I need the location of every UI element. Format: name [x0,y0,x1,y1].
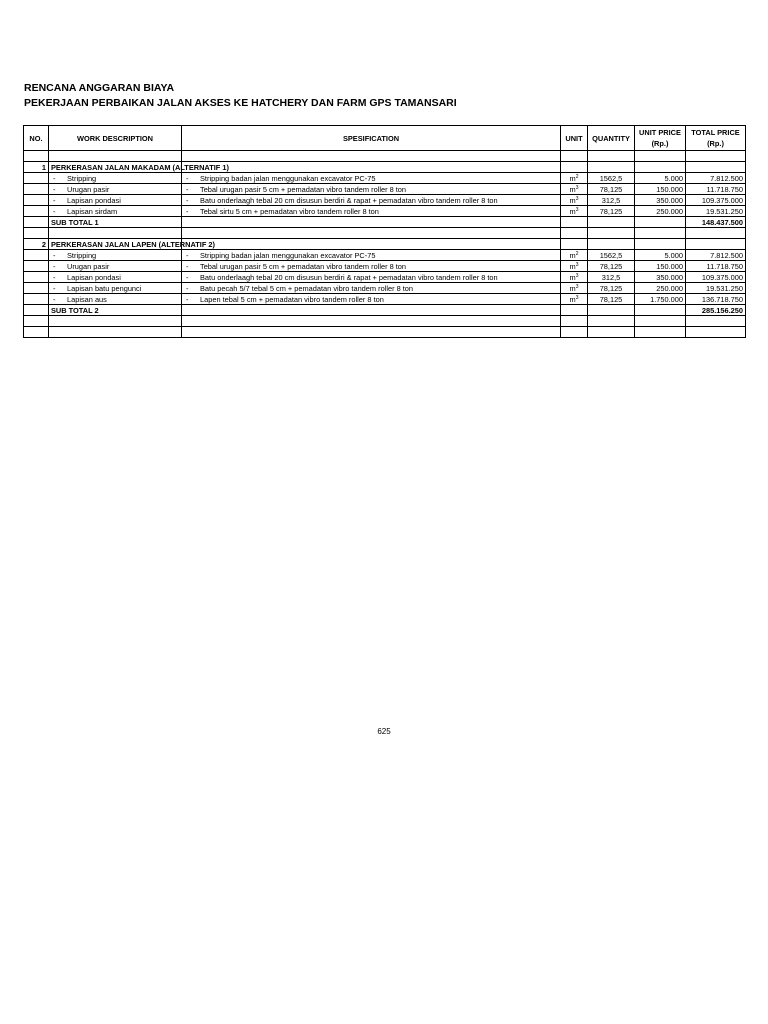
unit-price-cell: 350.000 [635,195,686,206]
total-price-cell: 11.718.750 [686,184,746,195]
empty-cell [635,316,686,327]
unit-price-cell: 350.000 [635,272,686,283]
table-row [24,272,746,283]
empty-cell [182,305,561,316]
bullet-dash: - [186,272,189,282]
subtotal-row [24,305,746,316]
unit-base: m [569,206,576,216]
work-description-cell [49,261,182,272]
specification-text: Lapen tebal 5 cm + pemadatan vibro tandem roller 8 ton [200,294,384,304]
empty-cell [588,327,635,338]
specification-text: Tebal sirtu 5 cm + pemadatan vibro tandem roller 8 ton [200,206,379,216]
empty-cell [182,327,561,338]
empty-cell [686,316,746,327]
header-unit-price [635,126,686,151]
unit-price-cell: 150.000 [635,184,686,195]
document-header [24,81,457,111]
specification-text: Batu pecah 5/7 tebal 5 cm + pemadatan vibro tandem roller 8 ton [200,283,414,293]
table-row [24,184,746,195]
specification-text: Stripping badan jalan menggunakan excavator PC-75 [200,250,376,260]
header-total-price-label: TOTAL PRICE [691,128,740,137]
page-number: 625 [377,727,391,736]
document-title: RENCANA ANGGARAN BIAYA [24,82,175,94]
section-title: PERKERASAN JALAN MAKADAM (ALTERNATIF 1) [49,162,182,173]
empty-cell [561,151,588,162]
table-row [24,250,746,261]
document-subtitle: PEKERJAAN PERBAIKAN JALAN AKSES KE HATCHERY DAN FARM GPS TAMANSARI [24,97,457,109]
bullet-dash: - [186,184,189,194]
empty-cell [24,294,49,305]
specification-text: Stripping badan jalan menggunakan excavator PC-75 [200,173,376,183]
bullet-dash: - [53,272,56,282]
header-unit: UNIT [561,126,588,151]
specification-cell [182,184,561,195]
total-price-cell: 109.375.000 [686,272,746,283]
bullet-dash: - [186,173,189,183]
unit-price-cell: 5.000 [635,250,686,261]
empty-row [24,327,746,338]
empty-cell [561,239,588,250]
empty-cell [24,283,49,294]
empty-cell [24,327,49,338]
empty-cell [561,162,588,173]
empty-cell [24,305,49,316]
unit-price-cell: 5.000 [635,173,686,184]
bullet-dash: - [53,250,56,260]
empty-cell [588,217,635,228]
empty-cell [24,272,49,283]
unit-cell [561,261,588,272]
table-row [24,294,746,305]
work-description: Urugan pasir [67,261,110,271]
table-row [24,195,746,206]
specification-text: Batu onderlaagh tebal 20 cm disusun berdiri & rapat + pemadatan vibro tandem roller 8 ton [200,195,498,205]
section-number: 2 [24,239,49,250]
empty-cell [49,228,182,239]
subtotal-label: SUB TOTAL 1 [49,217,182,228]
unit-base: m [569,261,576,271]
empty-cell [182,316,561,327]
unit-exponent: 3 [575,294,579,301]
empty-cell [561,316,588,327]
empty-cell [561,327,588,338]
table-row [24,261,746,272]
empty-cell [588,305,635,316]
quantity-cell: 78,125 [588,261,635,272]
empty-cell [635,151,686,162]
specification-cell [182,272,561,283]
unit-base: m [569,173,576,183]
header-specification: SPESIFICATION [182,126,561,151]
total-price-cell: 136.718.750 [686,294,746,305]
unit-cell [561,184,588,195]
work-description-cell [49,250,182,261]
empty-cell [686,327,746,338]
header-unit-price-currency: (Rp.) [651,139,669,148]
unit-cell [561,250,588,261]
unit-price-cell: 250.000 [635,206,686,217]
quantity-cell: 312,5 [588,272,635,283]
table-row [24,173,746,184]
work-description: Stripping [67,173,97,183]
empty-cell [635,305,686,316]
specification-cell [182,261,561,272]
unit-price-cell: 1.750.000 [635,294,686,305]
total-price-cell: 7.812.500 [686,250,746,261]
empty-cell [182,151,561,162]
bullet-dash: - [53,294,56,304]
empty-cell [686,151,746,162]
empty-cell [588,151,635,162]
work-description: Lapisan pondasi [67,195,121,205]
table-row [24,206,746,217]
work-description-cell [49,294,182,305]
bullet-dash: - [186,206,189,216]
empty-cell [24,206,49,217]
total-price-cell: 109.375.000 [686,195,746,206]
empty-cell [635,239,686,250]
total-price-cell: 7.812.500 [686,173,746,184]
subtotal-value: 148.437.500 [686,217,746,228]
unit-base: m [569,184,576,194]
bullet-dash: - [53,195,56,205]
work-description-cell [49,184,182,195]
empty-cell [24,217,49,228]
total-price-cell: 19.531.250 [686,206,746,217]
empty-cell [182,239,561,250]
work-description: Lapisan aus [67,294,107,304]
bullet-dash: - [186,195,189,205]
unit-exponent: 2 [575,173,579,180]
quantity-cell: 1562,5 [588,250,635,261]
work-description-cell [49,283,182,294]
total-price-cell: 11.718.750 [686,261,746,272]
unit-base: m [569,294,576,304]
quantity-cell: 312,5 [588,195,635,206]
unit-base: m [569,283,576,293]
empty-cell [24,316,49,327]
work-description-cell [49,272,182,283]
bullet-dash: - [186,250,189,260]
empty-row [24,151,746,162]
bullet-dash: - [186,283,189,293]
section-title: PERKERASAN JALAN LAPEN (ALTERNATIF 2) [49,239,182,250]
section-number: 1 [24,162,49,173]
specification-cell [182,206,561,217]
bullet-dash: - [53,283,56,293]
unit-cell [561,195,588,206]
unit-exponent: 2 [575,250,579,257]
unit-cell [561,294,588,305]
work-description-cell [49,206,182,217]
unit-exponent: 3 [575,206,579,213]
empty-cell [635,228,686,239]
quantity-cell: 1562,5 [588,173,635,184]
empty-row [24,228,746,239]
empty-cell [49,327,182,338]
section-heading-row [24,162,746,173]
empty-cell [49,316,182,327]
work-description: Urugan pasir [67,184,110,194]
empty-row [24,316,746,327]
empty-cell [24,228,49,239]
bullet-dash: - [53,206,56,216]
total-price-cell: 19.531.250 [686,283,746,294]
bullet-dash: - [53,173,56,183]
header-unit-price-label: UNIT PRICE [639,128,681,137]
subtotal-row [24,217,746,228]
empty-cell [561,228,588,239]
unit-base: m [569,250,576,260]
table-row [24,283,746,294]
unit-exponent: 3 [575,283,579,290]
header-total-price-currency: (Rp.) [707,139,724,148]
bullet-dash: - [53,184,56,194]
quantity-cell: 78,125 [588,206,635,217]
specification-cell [182,195,561,206]
specification-cell [182,250,561,261]
unit-base: m [569,195,576,205]
unit-exponent: 3 [575,272,579,279]
table-body [24,151,746,338]
empty-cell [182,217,561,228]
empty-cell [686,228,746,239]
empty-cell [24,195,49,206]
empty-cell [24,261,49,272]
empty-cell [561,305,588,316]
work-description-cell [49,173,182,184]
work-description: Lapisan sirdam [67,206,118,216]
header-total-price [686,126,746,151]
subtotal-value: 285.156.250 [686,305,746,316]
specification-cell [182,173,561,184]
unit-cell [561,272,588,283]
empty-cell [588,162,635,173]
empty-cell [588,239,635,250]
header-no: NO. [24,126,49,151]
unit-base: m [569,272,576,282]
budget-table [23,125,746,338]
quantity-cell: 78,125 [588,184,635,195]
header-quantity: QUANTITY [588,126,635,151]
unit-cell [561,206,588,217]
empty-cell [49,151,182,162]
work-description: Lapisan batu pengunci [67,283,142,293]
empty-cell [588,228,635,239]
work-description: Stripping [67,250,97,260]
empty-cell [561,217,588,228]
specification-cell [182,283,561,294]
bullet-dash: - [53,261,56,271]
empty-cell [588,316,635,327]
bullet-dash: - [186,261,189,271]
empty-cell [635,162,686,173]
quantity-cell: 78,125 [588,283,635,294]
empty-cell [182,162,561,173]
empty-cell [24,250,49,261]
empty-cell [24,151,49,162]
table-header-row [24,126,746,151]
subtotal-label: SUB TOTAL 2 [49,305,182,316]
unit-price-cell: 150.000 [635,261,686,272]
unit-exponent: 3 [575,261,579,268]
specification-text: Tebal urugan pasir 5 cm + pemadatan vibro tandem roller 8 ton [200,261,407,271]
empty-cell [635,217,686,228]
empty-cell [182,228,561,239]
work-description: Lapisan pondasi [67,272,121,282]
empty-cell [686,162,746,173]
unit-price-cell: 250.000 [635,283,686,294]
section-heading-row [24,239,746,250]
empty-cell [686,239,746,250]
unit-cell [561,173,588,184]
unit-exponent: 3 [575,195,579,202]
header-work-description: WORK DESCRIPTION [49,126,182,151]
specification-text: Tebal urugan pasir 5 cm + pemadatan vibro tandem roller 8 ton [200,184,407,194]
empty-cell [24,173,49,184]
unit-cell [561,283,588,294]
empty-cell [635,327,686,338]
unit-exponent: 3 [575,184,579,191]
quantity-cell: 78,125 [588,294,635,305]
empty-cell [24,184,49,195]
bullet-dash: - [186,294,189,304]
work-description-cell [49,195,182,206]
specification-text: Batu onderlaagh tebal 20 cm disusun berdiri & rapat + pemadatan vibro tandem roller 8 ton [200,272,498,282]
specification-cell [182,294,561,305]
